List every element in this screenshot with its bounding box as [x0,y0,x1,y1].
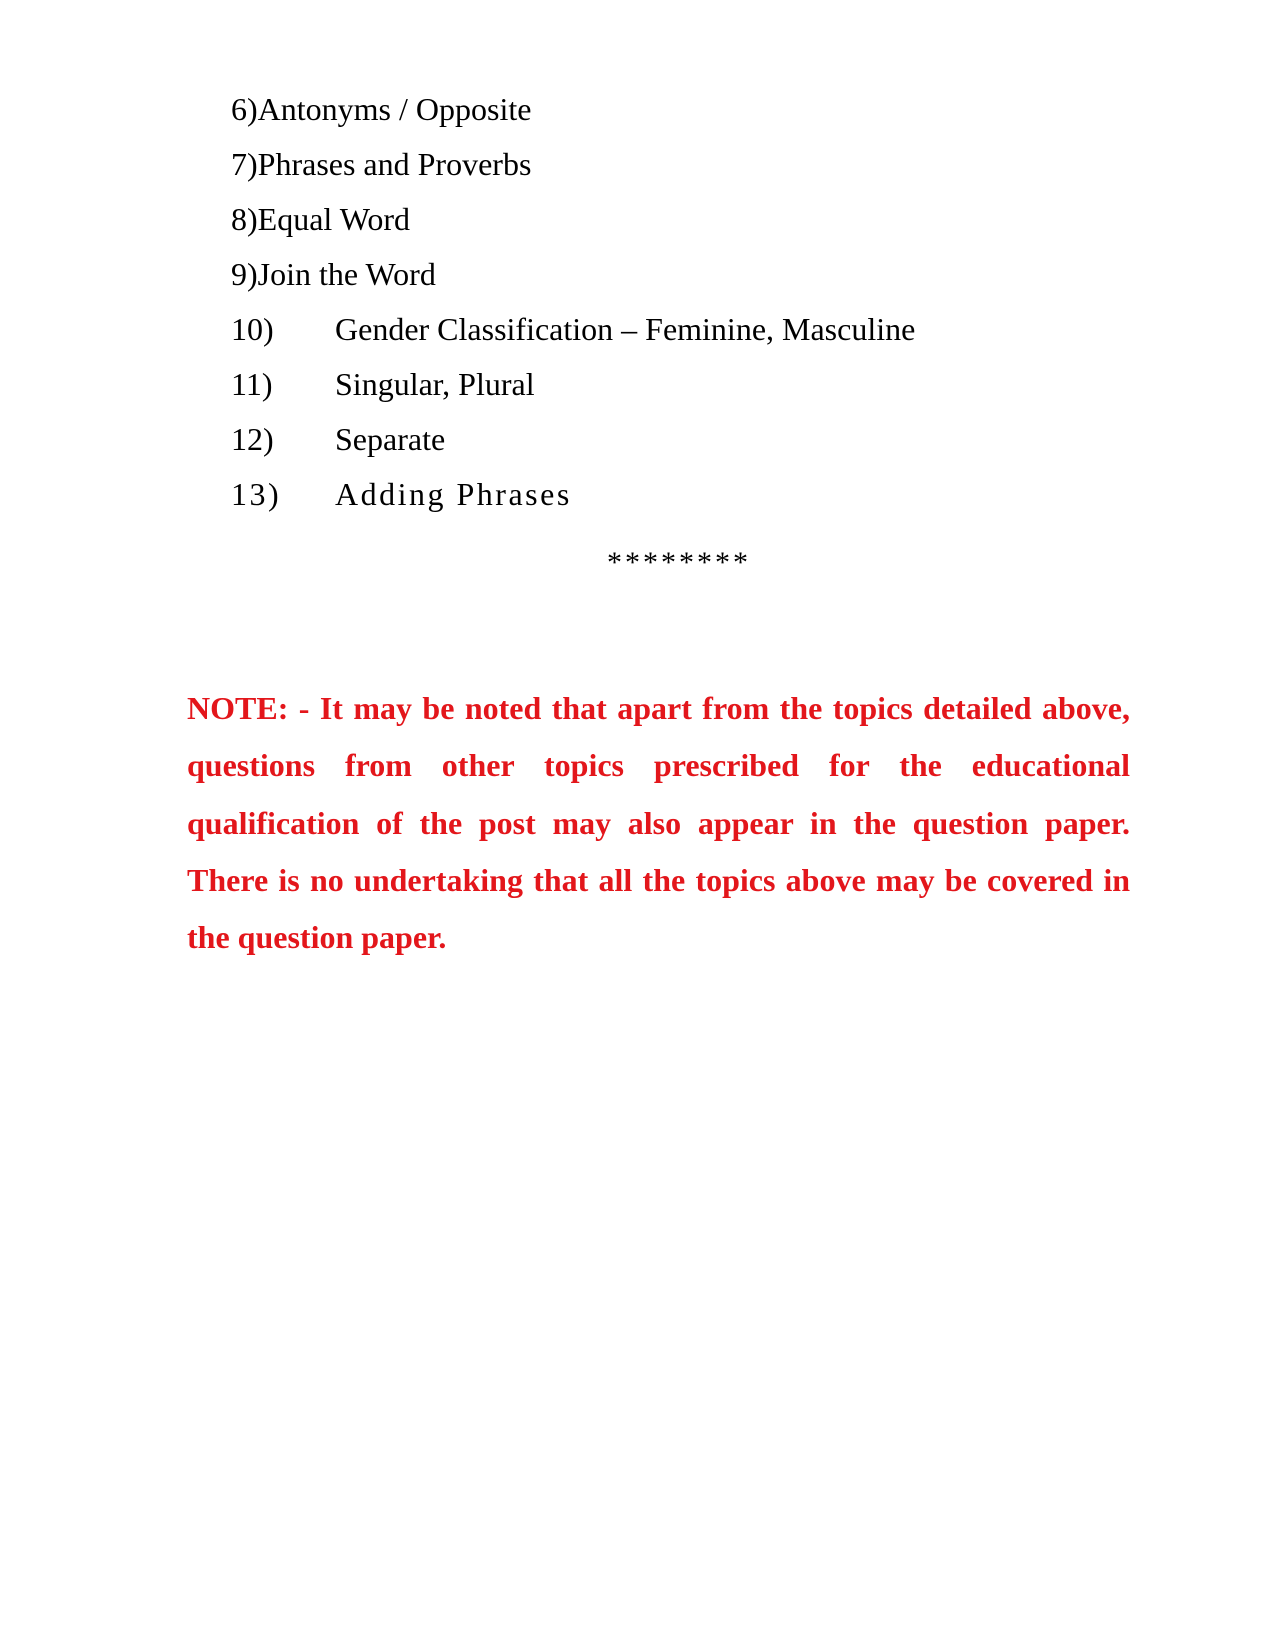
topic-label: Adding Phrases [335,476,572,512]
topic-label: Antonyms / Opposite [257,91,532,127]
topic-label: Join the Word [257,256,436,292]
topic-number: 7) [231,146,258,182]
topic-item [231,144,531,184]
topic-item [231,364,535,404]
topic-label: Phrases and Proverbs [257,146,532,182]
topic-label: Equal Word [257,201,411,237]
topic-number: 12) [231,421,274,457]
topic-item [231,89,531,129]
topic-number: 10) [231,311,274,347]
topic-item [231,419,445,459]
note-paragraph: NOTE: - It may be noted that apart from the topics detailed above, questions from other topics prescribed for the educational qualification of the post may also appear in the question paper. There is no undertaking that all the topics above may be covered in the question paper. [187,690,1130,956]
topic-item [231,309,915,349]
topic-label: Singular, Plural [335,366,535,402]
topic-number: 9) [231,256,258,292]
topic-item [231,474,572,514]
topic-label: Separate [335,421,446,457]
section-separator: ******** [607,546,751,579]
topic-number: 8) [231,201,258,237]
topic-item [231,254,436,294]
topic-label: Gender Classification – Feminine, Masculine [335,311,916,347]
topic-item [231,199,410,239]
topic-number: 13) [231,476,282,512]
topic-number: 11) [231,366,273,402]
topic-number: 6) [231,91,258,127]
